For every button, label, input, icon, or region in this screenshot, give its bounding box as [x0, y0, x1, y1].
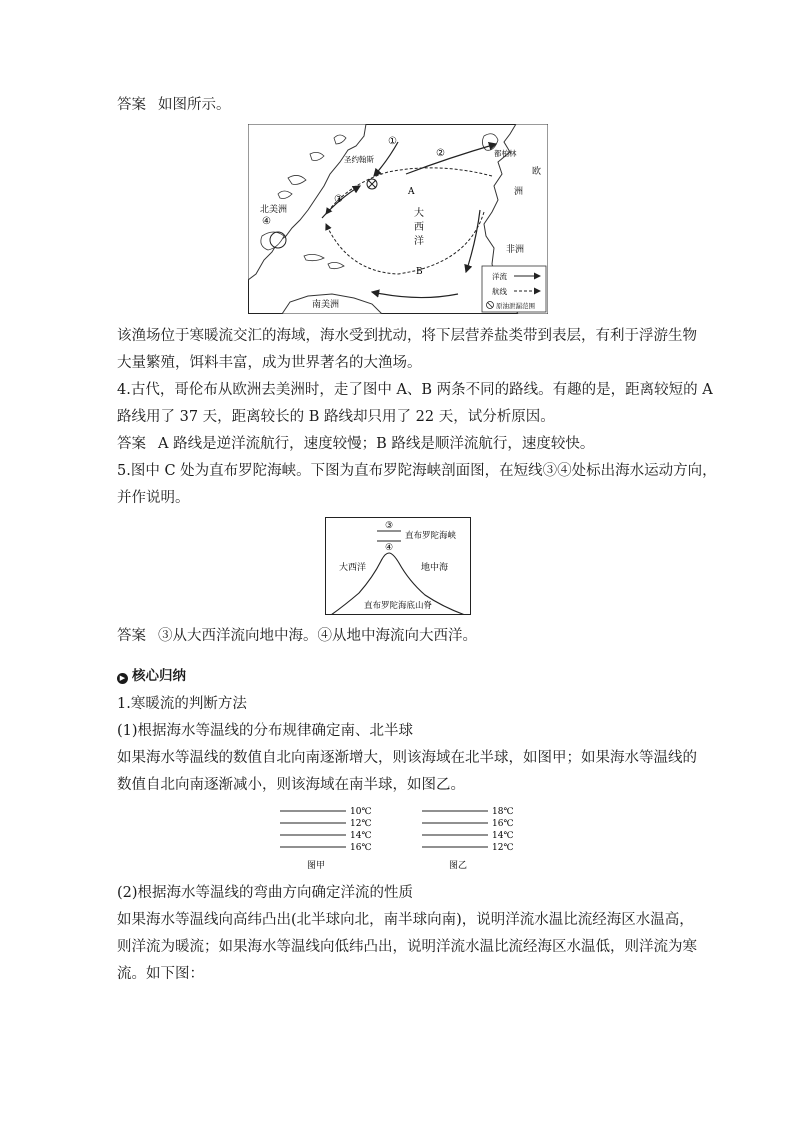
label-africa: 非洲 — [506, 245, 525, 255]
label-north-america: 北美洲 — [260, 205, 288, 215]
isotherm-b-label: 16℃ — [492, 819, 514, 829]
atlantic-map — [248, 124, 548, 314]
isotherm-b-label: 12℃ — [492, 843, 514, 853]
section-title: 核心归纳 — [132, 668, 186, 684]
label-route-b: B — [416, 267, 423, 277]
label-current-2: ② — [436, 148, 445, 159]
method-p2-line-1: 如果海水等温线向高纬凸出(北半球向北，南半球向南)，说明洋流水温比流经海区水温高， — [117, 912, 694, 928]
question-4-line-2: 路线用了 37 天，距离较长的 B 路线却只用了 22 天，试分析原因。 — [117, 409, 555, 425]
method-sub-1: (1)根据海水等温线的分布规律确定南、北半球 — [117, 723, 414, 739]
label-atlantic-1: 大 — [414, 208, 424, 219]
para-fishery-line-2: 大量繁殖，饵料丰富，成为世界著名的大渔场。 — [117, 355, 422, 371]
method-p2-line-3: 流。如下图： — [117, 966, 204, 982]
isotherm-b-caption: 图乙 — [448, 861, 468, 871]
method-p1-line-1: 如果海水等温线的数值自北向南逐渐增大，则该海域在北半球，如图甲；如果海水等温线的 — [117, 750, 697, 766]
method-p1-line-2: 数值自北向南逐渐减小，则该海域在南半球，如图乙。 — [117, 777, 465, 793]
answer-label: 答案 — [117, 97, 146, 113]
isotherm-b-label: 18℃ — [492, 807, 514, 817]
method-p2-line-2: 则洋流为暖流；如果海水等温线向低纬凸出，说明洋流水温比流经海区水温低，则洋流为寒 — [117, 939, 697, 955]
play-icon: ▶ — [117, 673, 128, 684]
method-title: 1.寒暖流的判断方法 — [117, 696, 247, 712]
isotherm-b-label: 14℃ — [492, 831, 514, 841]
label-south-america: 南美洲 — [312, 300, 340, 310]
section-heading — [117, 664, 186, 684]
answer-text: A 路线是逆洋流航行，速度较慢；B 路线是顺洋流航行，速度较快。 — [158, 436, 595, 452]
label-lisbon: 都柏林 — [494, 149, 517, 158]
isotherm-fig-a — [280, 807, 372, 871]
label-europe-1: 欧 — [532, 167, 542, 177]
label-ridge: 直布罗陀海底山脊 — [363, 601, 433, 611]
label-mediterranean: 地中海 — [421, 563, 449, 573]
gibraltar-section — [325, 517, 471, 615]
label-atlantic-2: 西 — [414, 222, 424, 233]
isotherm-fig-b — [422, 807, 514, 871]
gibraltar-section-figure — [325, 517, 471, 619]
isotherm-a-caption: 图甲 — [306, 861, 326, 871]
para-fishery-line-1: 该渔场位于寒暖流交汇的海域，海水受到扰动，将下层营养盐类带到表层，有利于浮游生物 — [117, 328, 697, 344]
label-atlantic-3: 洋 — [414, 236, 424, 247]
isotherm-a-label: 12℃ — [350, 819, 372, 829]
answer-line-5 — [117, 626, 477, 646]
answer-text: 如图所示。 — [158, 97, 231, 113]
answer-label: 答案 — [117, 436, 146, 452]
mark-3: ③ — [384, 521, 394, 531]
isotherm-a-label: 10℃ — [350, 807, 372, 817]
legend-current: 洋流 — [492, 272, 507, 281]
answer-line-4 — [117, 434, 594, 454]
answer-label: 答案 — [117, 628, 146, 644]
label-current-1: ① — [388, 136, 397, 147]
label-route-a: A — [408, 187, 415, 197]
atlantic-map-figure — [248, 124, 548, 318]
question-5-line-1: 5.图中 C 处为直布罗陀海峡。下图为直布罗陀海峡剖面图，在短线③④处标出海水运动方向， — [117, 463, 717, 479]
label-europe-2: 洲 — [514, 187, 524, 197]
label-atlantic: 大西洋 — [339, 563, 367, 573]
isotherm-a-label: 16℃ — [350, 843, 372, 853]
question-4-line-1: 4.古代，哥伦布从欧洲去美洲时，走了图中 A、B 两条不同的路线。有趣的是，距离较短的 A — [117, 382, 713, 398]
isotherm-diagrams — [276, 801, 526, 875]
isotherm-figure — [276, 801, 526, 879]
answer-text: ③从大西洋流向地中海。④从地中海流向大西洋。 — [158, 628, 477, 644]
isotherm-a-label: 14℃ — [350, 831, 372, 841]
legend-area: 原油泄漏范围 — [496, 302, 535, 310]
label-current-4: ④ — [262, 216, 271, 227]
question-5-line-2: 并作说明。 — [117, 490, 190, 506]
legend-route: 航线 — [492, 287, 507, 296]
method-sub-2: (2)根据海水等温线的弯曲方向确定洋流的性质 — [117, 885, 414, 901]
label-st-johns: 圣约翰斯 — [344, 155, 374, 164]
answer-line-1 — [117, 95, 231, 115]
mark-4: ④ — [384, 543, 394, 553]
strait-label: 直布罗陀海峡 — [405, 531, 457, 541]
label-current-3: ③ — [334, 194, 343, 205]
